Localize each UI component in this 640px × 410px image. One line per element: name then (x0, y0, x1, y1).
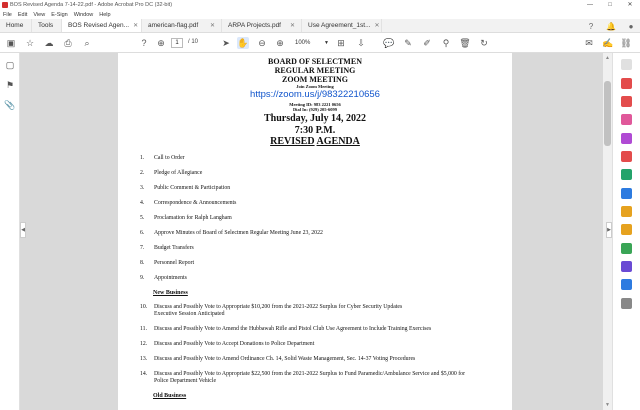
organize-pages-icon[interactable] (621, 169, 632, 180)
close-tab-icon[interactable]: ✕ (209, 23, 215, 29)
close-tab-icon[interactable]: ✕ (133, 23, 139, 29)
zoom-in-icon[interactable]: ⊕ (276, 37, 284, 48)
tab-bar (0, 19, 640, 33)
more-tools-icon[interactable] (621, 298, 632, 309)
select-cursor-icon[interactable]: ➤ (222, 37, 230, 48)
new-business-heading: New Business (153, 290, 188, 296)
tab-tools[interactable]: Tools (32, 19, 62, 32)
protect-icon[interactable] (621, 261, 632, 272)
page-number-input[interactable]: 1 (171, 38, 183, 48)
save-icon[interactable]: ▣ (6, 37, 16, 48)
notifications-bell-icon[interactable]: 🔔 (606, 21, 616, 31)
edit-sign-icon[interactable]: ✍ (602, 37, 614, 48)
main-toolbar (0, 33, 640, 53)
tab-use-agreement[interactable]: Use Agreement_1st... ✕ (302, 19, 382, 32)
window-title: BOS Revised Agenda 7-14-22.pdf - Adobe Acrobat Pro DC (32-bit) (10, 2, 173, 8)
maximize-button[interactable]: □ (608, 2, 612, 8)
doc-title-zoom: ZOOM MEETING (281, 75, 348, 84)
tab-home[interactable]: Home (0, 19, 32, 32)
menu-bar (0, 10, 640, 19)
menu-help[interactable]: Help (99, 11, 111, 18)
scan-ocr-icon[interactable] (621, 188, 632, 199)
title-bar (0, 0, 640, 10)
upload-cloud-icon[interactable]: ☁ (44, 37, 54, 48)
help-icon[interactable]: ? (588, 21, 594, 31)
minimize-button[interactable]: — (587, 2, 593, 8)
tab-american-flag[interactable]: american-flag.pdf ✕ (142, 19, 222, 32)
page-thumbnails-icon[interactable]: ▢ (5, 60, 15, 70)
comment-icon[interactable]: 💬 (383, 37, 395, 48)
comment-tool-icon[interactable] (621, 151, 632, 162)
page-fit-icon[interactable]: ⊞ (337, 37, 345, 48)
draw-icon[interactable]: ✐ (423, 37, 431, 48)
create-pdf-icon[interactable] (621, 78, 632, 89)
collapse-left-pane-button[interactable]: ◀ (20, 222, 26, 238)
menu-window[interactable]: Window (73, 11, 94, 18)
pdf-page: BOARD OF SELECTMEN REGULAR MEETING ZOOM MEETING Join Zoom Meeting https://zoom.us/j/98322210656 Meeting ID: 983 2221 0656 Dial In: (929) 205-6099 Thursday, July 14, 2022 7:30 P.M. REVISED AGENDA 1. Call to Order 2. Pledge of Allegiance 3. Public Comment & Participation 4. Correspondence & Announcements 5. Proclamation for Ralph Langham 6. Approve Minutes of Board of Selectmen Regular Meeting June 23, 2022 7. Budget Transfers 8. Personnel Report 9. Appointments New Business 10. Discuss and Possibly Vote to Appropriate $10,200 from the 2021-2022 Surplus for Cyber Security Updates Executive Session Anticipated 11. Discuss and Possibly Vote to Amend the Hubbawah Rifle and Pistol Club Use Agreement to Include Training Exercises 12. Discuss and Possibly Vote to Accept Donations to Police Department 13. Discuss and Possibly Vote to Amend Ordinance Ch. 14, Solid Waste Management, Sec. 14-37 Voting Procedures 14. Discuss and Possibly Vote to Appropriate $22,500 from the 2021-2022 Surplus to Fund Paramedic/Ambulance Service and $5,000 for Police Department Vehicle Old Business (118, 53, 512, 410)
export-pdf-icon[interactable] (621, 133, 632, 144)
print-icon[interactable]: ⎙ (64, 37, 72, 48)
bookmarks-icon[interactable]: ⚑ (5, 80, 15, 90)
collapse-right-pane-button[interactable]: ▶ (606, 222, 612, 238)
right-tools-pane (612, 53, 640, 410)
doc-title-meeting: REGULAR MEETING (274, 66, 356, 75)
rotate-icon[interactable]: ↻ (480, 37, 488, 48)
send-for-comments-icon[interactable] (621, 243, 632, 254)
scroll-down-icon[interactable]: ▼ (605, 402, 610, 408)
zoom-meeting-link[interactable]: https://zoom.us/j/98322210656 (250, 89, 380, 100)
request-signature-icon[interactable] (621, 224, 632, 235)
scrollbar-thumb[interactable] (604, 81, 611, 146)
zoom-out-icon[interactable]: ⊖ (258, 37, 266, 48)
meeting-id: Meeting ID: 983 2221 0656 (289, 102, 341, 107)
tab-bos-revised-agenda[interactable]: BOS Revised Agen... ✕ (62, 19, 142, 32)
join-zoom-label: Join Zoom Meeting (296, 84, 334, 89)
scroll-mode-icon[interactable]: ⇩ (357, 37, 365, 48)
close-tab-icon[interactable]: ✕ (374, 23, 380, 29)
stamp-icon[interactable]: ⚲ (442, 37, 450, 48)
old-business-heading: Old Business (153, 393, 187, 399)
dial-in: Dial In: (929) 205-6099 (292, 107, 338, 112)
attachments-paperclip-icon[interactable]: 📎 (4, 100, 16, 110)
page-total: / 10 (188, 39, 199, 45)
bookmark-star-icon[interactable]: ☆ (25, 37, 35, 48)
revised-agenda-heading: REVISED AGENDA (270, 136, 360, 147)
tab-arpa-projects[interactable]: ARPA Projects.pdf ✕ (222, 19, 302, 32)
fill-sign-icon[interactable] (621, 206, 632, 217)
shield-icon[interactable] (621, 279, 632, 290)
help-circle-icon[interactable]: ? (141, 38, 147, 48)
highlight-pen-icon[interactable]: ✎ (404, 37, 412, 48)
menu-edit[interactable]: Edit (17, 11, 28, 18)
menu-file[interactable]: File (3, 11, 12, 18)
scroll-up-icon[interactable]: ▲ (605, 55, 610, 61)
menu-view[interactable]: View (33, 11, 46, 18)
search-zoom-icon[interactable]: ⌕ (84, 37, 90, 48)
share-link-icon[interactable]: ⛓ (620, 37, 632, 48)
close-tab-icon[interactable]: ✕ (289, 23, 295, 29)
close-window-button[interactable]: ✕ (627, 2, 633, 8)
meeting-date: Thursday, July 14, 2022 (264, 113, 366, 124)
edit-pdf-icon[interactable] (621, 114, 632, 125)
email-icon[interactable]: ✉ (585, 37, 593, 48)
chevron-down-icon: ▼ (324, 40, 329, 46)
doc-title-board: BOARD OF SELECTMEN (268, 57, 362, 66)
acrobat-app-icon (2, 2, 8, 8)
search-tool-icon[interactable] (621, 59, 632, 70)
menu-esign[interactable]: E-Sign (51, 11, 68, 18)
combine-files-icon[interactable] (621, 96, 632, 107)
next-page-icon[interactable]: ⊕ (157, 37, 165, 48)
meeting-time: 7:30 P.M. (294, 125, 336, 136)
hand-tool-icon[interactable]: ✋ (237, 37, 249, 48)
left-navigation-pane (0, 53, 20, 410)
zoom-select[interactable]: 100% ▼ (295, 40, 329, 46)
delete-icon[interactable]: 🗑 (459, 37, 471, 48)
account-icon[interactable]: ● (628, 21, 634, 31)
